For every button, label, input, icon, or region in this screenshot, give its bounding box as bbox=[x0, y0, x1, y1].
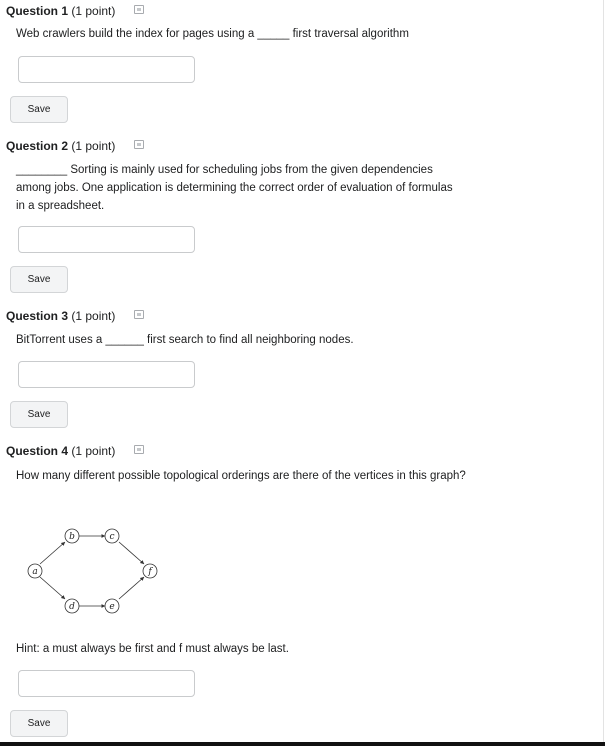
question-number: Question 1 bbox=[6, 4, 69, 18]
question-points: (1 point) bbox=[71, 309, 116, 323]
hint-text: Hint: a must always be first and f must always be last. bbox=[16, 643, 289, 655]
save-button[interactable]: Save bbox=[10, 266, 68, 293]
question-points: (1 point) bbox=[71, 139, 116, 153]
page-bottom-bar bbox=[0, 742, 605, 746]
question-header bbox=[6, 309, 115, 323]
edge-a-b bbox=[40, 542, 65, 564]
answer-input[interactable] bbox=[18, 56, 195, 83]
node-label-b: b bbox=[69, 532, 75, 542]
answer-input[interactable] bbox=[18, 670, 195, 697]
edge-c-f bbox=[119, 542, 144, 564]
node-label-c: c bbox=[109, 532, 115, 542]
edge-e-f bbox=[119, 577, 144, 599]
question-points: (1 point) bbox=[71, 444, 116, 458]
question-text: Web crawlers build the index for pages using a _____ first traversal algorithm bbox=[16, 28, 409, 40]
save-button[interactable]: Save bbox=[10, 401, 68, 428]
question-text: ________ Sorting is mainly used for scheduling jobs from the given dependencies among jobs. One application is determining the correct order of evaluation of formulas in a spreadsheet. bbox=[16, 164, 453, 212]
bookmark-flag-icon[interactable] bbox=[134, 140, 144, 149]
answer-input[interactable] bbox=[18, 361, 195, 388]
question-header bbox=[6, 139, 115, 153]
node-label-d: d bbox=[69, 602, 75, 612]
node-label-e: e bbox=[109, 602, 115, 612]
bookmark-flag-icon[interactable] bbox=[134, 445, 144, 454]
question-header bbox=[6, 4, 115, 18]
question-number: Question 4 bbox=[6, 444, 69, 458]
edge-a-d bbox=[40, 577, 65, 599]
question-text: How many different possible topological orderings are there of the vertices in this graph? bbox=[16, 470, 466, 482]
node-label-f: f bbox=[148, 567, 152, 577]
question-points: (1 point) bbox=[71, 4, 116, 18]
question-text: BitTorrent uses a ______ first search to find all neighboring nodes. bbox=[16, 334, 354, 346]
page-right-border bbox=[603, 0, 604, 742]
bookmark-flag-icon[interactable] bbox=[134, 310, 144, 319]
question-number: Question 3 bbox=[6, 309, 69, 323]
bookmark-flag-icon[interactable] bbox=[134, 5, 144, 14]
question-header bbox=[6, 444, 115, 458]
dag-graph-drawing bbox=[22, 524, 172, 634]
answer-input[interactable] bbox=[18, 226, 195, 253]
node-label-a: a bbox=[32, 567, 38, 577]
save-button[interactable]: Save bbox=[10, 710, 68, 737]
save-button[interactable]: Save bbox=[10, 96, 68, 123]
question-number: Question 2 bbox=[6, 139, 69, 153]
